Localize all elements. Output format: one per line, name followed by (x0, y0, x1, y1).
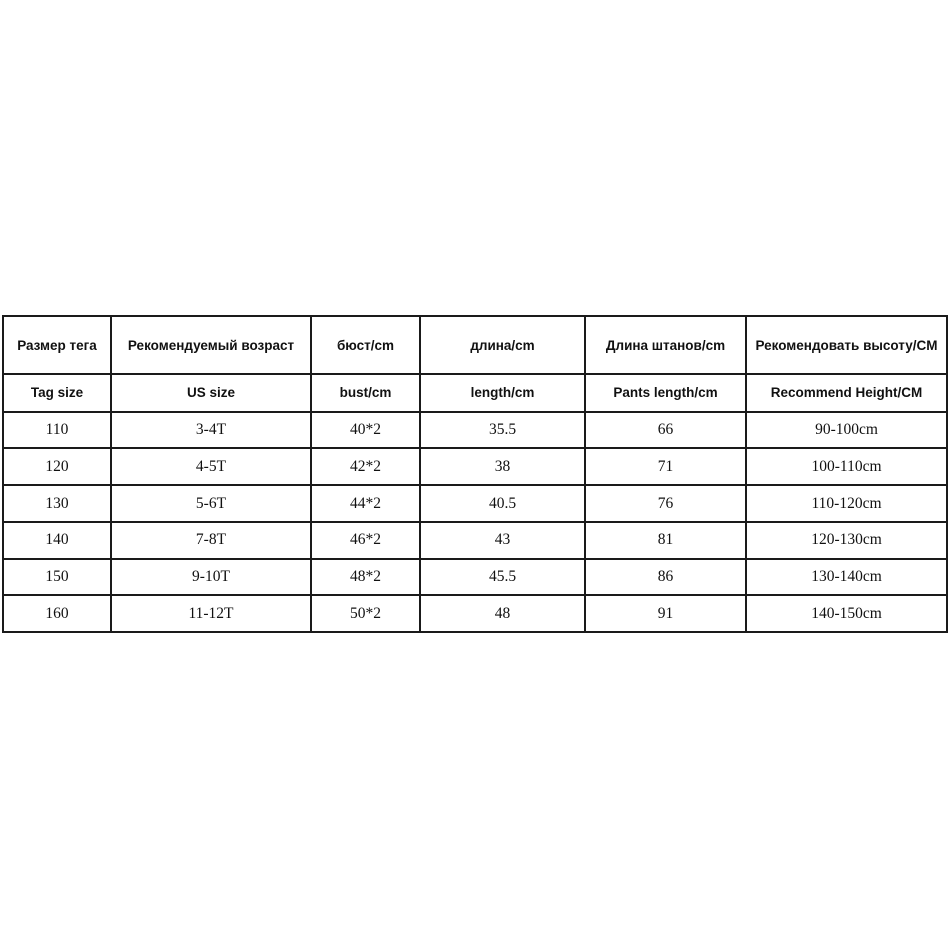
table-row (3, 485, 947, 522)
cell-pants-length: 71 (585, 448, 746, 485)
table-row (3, 595, 947, 632)
cell-pants-length: 66 (585, 412, 746, 449)
cell-tag-size: 150 (3, 559, 111, 596)
header-cell-tag-size: Tag size (3, 374, 111, 412)
header-cell-recommended-age-ru: Рекомендуемый возраст (111, 316, 311, 374)
size-chart-table (2, 315, 948, 633)
table-row (3, 448, 947, 485)
cell-us-size: 11-12T (111, 595, 311, 632)
cell-us-size: 5-6T (111, 485, 311, 522)
cell-recommended-height: 110-120cm (746, 485, 947, 522)
cell-tag-size: 130 (3, 485, 111, 522)
cell-pants-length: 76 (585, 485, 746, 522)
cell-bust: 48*2 (311, 559, 420, 596)
cell-tag-size: 110 (3, 412, 111, 449)
cell-pants-length: 91 (585, 595, 746, 632)
header-row-russian (3, 316, 947, 374)
cell-pants-length: 81 (585, 522, 746, 559)
header-cell-us-size: US size (111, 374, 311, 412)
cell-pants-length: 86 (585, 559, 746, 596)
header-cell-length-ru: длина/cm (420, 316, 585, 374)
cell-bust: 50*2 (311, 595, 420, 632)
header-cell-recommended-height-ru: Рекомендовать высоту/CM (746, 316, 947, 374)
header-cell-pants-length: Pants length/cm (585, 374, 746, 412)
cell-recommended-height: 140-150cm (746, 595, 947, 632)
header-row-english (3, 374, 947, 412)
header-cell-length: length/cm (420, 374, 585, 412)
cell-recommended-height: 100-110cm (746, 448, 947, 485)
cell-us-size: 3-4T (111, 412, 311, 449)
cell-length: 48 (420, 595, 585, 632)
cell-length: 40.5 (420, 485, 585, 522)
cell-length: 45.5 (420, 559, 585, 596)
header-cell-tag-size-ru: Размер тега (3, 316, 111, 374)
cell-tag-size: 140 (3, 522, 111, 559)
cell-recommended-height: 130-140cm (746, 559, 947, 596)
cell-us-size: 4-5T (111, 448, 311, 485)
header-cell-bust-ru: бюст/cm (311, 316, 420, 374)
header-cell-pants-length-ru: Длина штанов/cm (585, 316, 746, 374)
table-row (3, 522, 947, 559)
cell-tag-size: 160 (3, 595, 111, 632)
cell-bust: 40*2 (311, 412, 420, 449)
header-cell-recommended-height: Recommend Height/CM (746, 374, 947, 412)
cell-us-size: 9-10T (111, 559, 311, 596)
cell-length: 35.5 (420, 412, 585, 449)
cell-recommended-height: 90-100cm (746, 412, 947, 449)
cell-bust: 46*2 (311, 522, 420, 559)
table-row (3, 559, 947, 596)
table-row (3, 412, 947, 449)
cell-us-size: 7-8T (111, 522, 311, 559)
header-cell-bust: bust/cm (311, 374, 420, 412)
cell-bust: 44*2 (311, 485, 420, 522)
cell-length: 43 (420, 522, 585, 559)
cell-tag-size: 120 (3, 448, 111, 485)
cell-bust: 42*2 (311, 448, 420, 485)
cell-recommended-height: 120-130cm (746, 522, 947, 559)
cell-length: 38 (420, 448, 585, 485)
